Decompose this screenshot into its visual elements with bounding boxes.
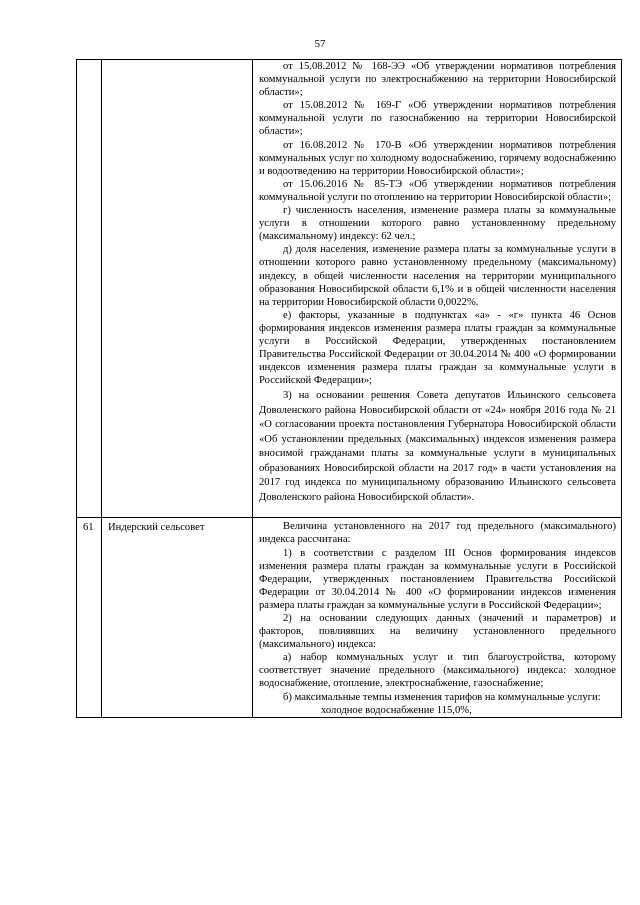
- row-number-cell: 61: [77, 518, 102, 717]
- paragraph: от 15.06.2016 № 85-ТЭ «Об утверждении нормативов потребления коммунальной услуги по отоплению на территории Новосибирской области»;: [259, 178, 616, 203]
- paragraph: е) факторы, указанные в подпунктах «а» - «г» пункта 46 Основ формирования индексов изменения размера платы граждан за коммунальные услуги в Российской Федерации, утвержденных постановлением Правительства Российской Федерации от 30.04.2014 № 400 «О формировании индексов изменения размера платы граждан за коммунальные услуги в Российской Федерации»;: [259, 309, 616, 387]
- document-table: [76, 59, 622, 718]
- paragraph: г) численность населения, изменение размера платы за коммунальные услуги в отношении которого равно установленному предельному (максимальному) индексу: 62 чел.;: [259, 205, 616, 243]
- paragraph: а) набор коммунальных услуг и тип благоустройства, которому соответствует значение предельного (максимального) индекса: холодное водоснабжение, отопление, электроснабжение, газоснабжение;: [259, 652, 616, 690]
- paragraph: 2) на основании следующих данных (значений и параметров) и факторов, повлиявших на величину установленного предельного (максимального) индекса:: [259, 613, 616, 651]
- paragraph: холодное водоснабжение 115,0%,: [321, 704, 472, 716]
- table-row: [77, 60, 622, 518]
- paragraph: 1) в соответствии с разделом III Основ формирования индексов изменения размера платы граждан за коммунальные услуги в Российской Федерации, утвержденных постановлением Правительства Российской Федерации от 30.04.2014 № 400 «О формировании индексов изменения размера платы граждан за коммунальные услуги в Российской Федерации»;: [259, 547, 616, 611]
- paragraph: от 16.08.2012 № 170-В «Об утверждении нормативов потребления коммунальных услуг по холодному водоснабжению, горячему водоснабжению и водоотведению на территории Новосибирской области»;: [259, 139, 616, 177]
- paragraph: 3) на основании решения Совета депутатов Ильинского сельсовета Доволенского района Новосибирской области от «24» ноября 2016 года № 21 «О согласовании проекта постановления Губернатора Новосибирской области «Об установлении предельных (максимальных) индексов изменения размера вносимой гражданами платы за коммунальные услуги в муниципальных образованиях Новосибирской области на 2017 год» в части установления на 2017 год индекса по муниципальному образованию Ильинского сельсовета Доволенского района Новосибирской области».: [259, 390, 616, 503]
- paragraph: д) доля населения, изменение размера платы за коммунальные услуги в отношении которого равно установленному предельному (максимальному) индексу, в общей численности населения на территории муниципального образования Новосибирской области 6,1% и в общей численности населения на территории Новосибирской области 0,0022%.: [259, 244, 616, 308]
- description-cell: [253, 60, 622, 518]
- page-number: 57: [314, 38, 326, 50]
- municipality-name-cell: [102, 60, 253, 518]
- paragraph: от 15.08.2012 № 168-ЭЭ «Об утверждении нормативов потребления коммунальной услуги по электроснабжению на территории Новосибирской области»;: [259, 61, 616, 99]
- municipality-name-cell: Индерский сельсовет: [102, 518, 253, 717]
- row-number-cell: [77, 60, 102, 518]
- paragraph: б) максимальные темпы изменения тарифов на коммунальные услуги:: [283, 691, 601, 703]
- paragraph: от 15.08.2012 № 169-Г «Об утверждении нормативов потребления коммунальной услуги по газоснабжению на территории Новосибирской области»;: [259, 100, 616, 138]
- paragraph: Величина установленного на 2017 год предельного (максимального) индекса рассчитана:: [259, 521, 616, 546]
- table-row: [77, 518, 622, 717]
- description-cell: [253, 518, 622, 717]
